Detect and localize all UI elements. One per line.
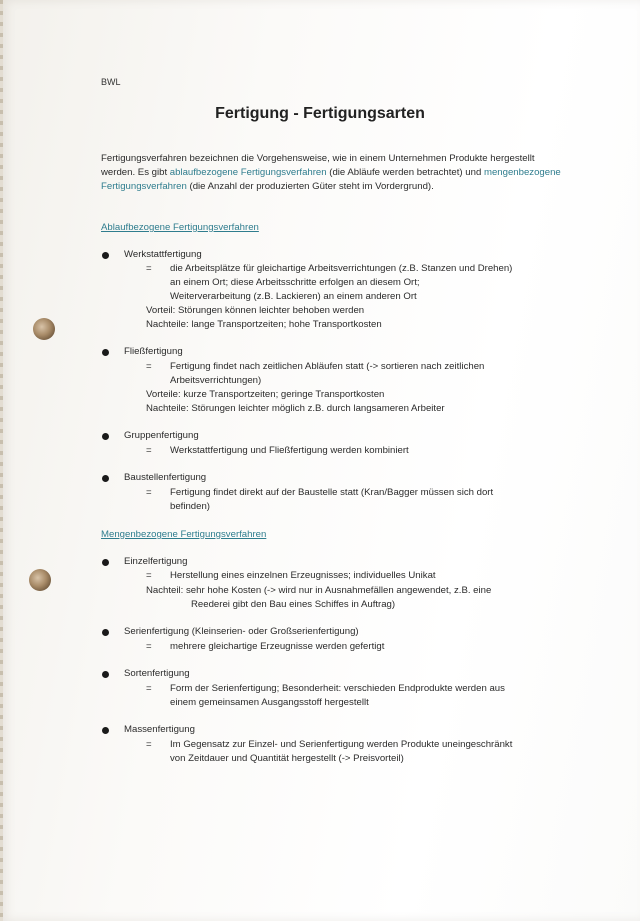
term-massenfertigung: Massenfertigung — [124, 724, 195, 735]
bullet — [102, 475, 109, 482]
punch-hole-bottom — [29, 569, 51, 591]
definition-line: Im Gegensatz zur Einzel- und Serienfertigung werden Produkte uneingeschränkt — [170, 739, 513, 750]
equals-sign: = — [146, 641, 152, 652]
disadvantage-line: Nachteile: lange Transportzeiten; hohe Transportkosten — [146, 319, 382, 330]
intro-text-3: (die Anzahl der produzierten Güter steht im Vordergrund). — [186, 181, 434, 192]
equals-sign: = — [146, 263, 152, 274]
bullet — [102, 671, 109, 678]
definition-line: Werkstattfertigung und Fließfertigung werden kombiniert — [170, 445, 409, 456]
term-einzelfertigung: Einzelfertigung — [124, 556, 188, 567]
definition-line: Fertigung findet nach zeitlichen Abläufen statt (-> sortieren nach zeitlichen — [170, 361, 485, 372]
term-werkstattfertigung: Werkstattfertigung — [124, 249, 202, 260]
bullet — [102, 349, 109, 356]
intro-text-2: (die Abläufe werden betrachtet) und — [326, 167, 484, 178]
definition-line: Arbeitsverrichtungen) — [170, 375, 262, 386]
intro-highlight-menge: mengenbezogene Fertigungsverfahren — [101, 167, 561, 192]
bullet — [102, 559, 109, 566]
definition-line: die Arbeitsplätze für gleichartige Arbeitsverrichtungen (z.B. Stanzen und Drehen) — [170, 263, 513, 274]
definition-line: Fertigung findet direkt auf der Baustelle statt (Kran/Bagger müssen sich dort — [170, 487, 494, 498]
equals-sign: = — [146, 361, 152, 372]
term-fliessfertigung: Fließfertigung — [124, 346, 183, 357]
definition-line: Form der Serienfertigung; Besonderheit: verschieden Endprodukte werden aus — [170, 683, 505, 694]
term-serienfertigung: Serienfertigung (Kleinserien- oder Großserienfertigung) — [124, 626, 359, 637]
bullet — [102, 629, 109, 636]
definition-line: an einem Ort; diese Arbeitsschritte erfolgen an diesem Ort; — [170, 277, 420, 288]
disadvantage-line: Nachteil: sehr hohe Kosten (-> wird nur in Ausnahmefällen angewendet, z.B. eine — [146, 585, 492, 596]
intro-text-1: Fertigungsverfahren bezeichnen die Vorgehensweise, wie in einem Unternehmen Produkte hergestellt werden. Es gibt — [101, 153, 535, 178]
disadvantage-line-continued: Reederei gibt den Bau eines Schiffes in Auftrag) — [191, 599, 396, 610]
intro-highlight-ablauf: ablaufbezogene Fertigungsverfahren — [169, 167, 327, 178]
page-title: Fertigung - Fertigungsarten — [215, 105, 425, 122]
advantage-line: Vorteile: kurze Transportzeiten; geringe Transportkosten — [146, 389, 385, 400]
disadvantage-line: Nachteile: Störungen leichter möglich z.B. durch langsameren Arbeiter — [146, 403, 445, 414]
definition-line: einem gemeinsamen Ausgangsstoff hergestellt — [170, 697, 369, 708]
subject-label: BWL — [101, 77, 121, 87]
bullet — [102, 727, 109, 734]
equals-sign: = — [146, 739, 152, 750]
advantage-line: Vorteil: Störungen können leichter behoben werden — [146, 305, 365, 316]
punch-hole-top — [33, 318, 55, 340]
definition-line: befinden) — [170, 501, 211, 512]
section-heading-menge: Mengenbezogene Fertigungsverfahren — [101, 529, 267, 540]
term-baustellenfertigung: Baustellenfertigung — [124, 472, 207, 483]
paper-edge — [0, 0, 3, 921]
equals-sign: = — [146, 487, 152, 498]
definition-line: von Zeitdauer und Quantität hergestellt (-> Preisvorteil) — [170, 753, 404, 764]
definition-line: mehrere gleichartige Erzeugnisse werden gefertigt — [170, 641, 385, 652]
bullet — [102, 433, 109, 440]
definition-line: Herstellung eines einzelnen Erzeugnisses; individuelles Unikat — [170, 570, 436, 581]
equals-sign: = — [146, 445, 152, 456]
equals-sign: = — [146, 570, 152, 581]
term-gruppenfertigung: Gruppenfertigung — [124, 430, 199, 441]
intro-paragraph — [101, 152, 561, 194]
definition-line: Weiterverarbeitung (z.B. Lackieren) an einem anderen Ort — [170, 291, 417, 302]
bullet — [102, 252, 109, 259]
section-heading-ablauf: Ablaufbezogene Fertigungsverfahren — [101, 222, 259, 233]
term-sortenfertigung: Sortenfertigung — [124, 668, 190, 679]
equals-sign: = — [146, 683, 152, 694]
